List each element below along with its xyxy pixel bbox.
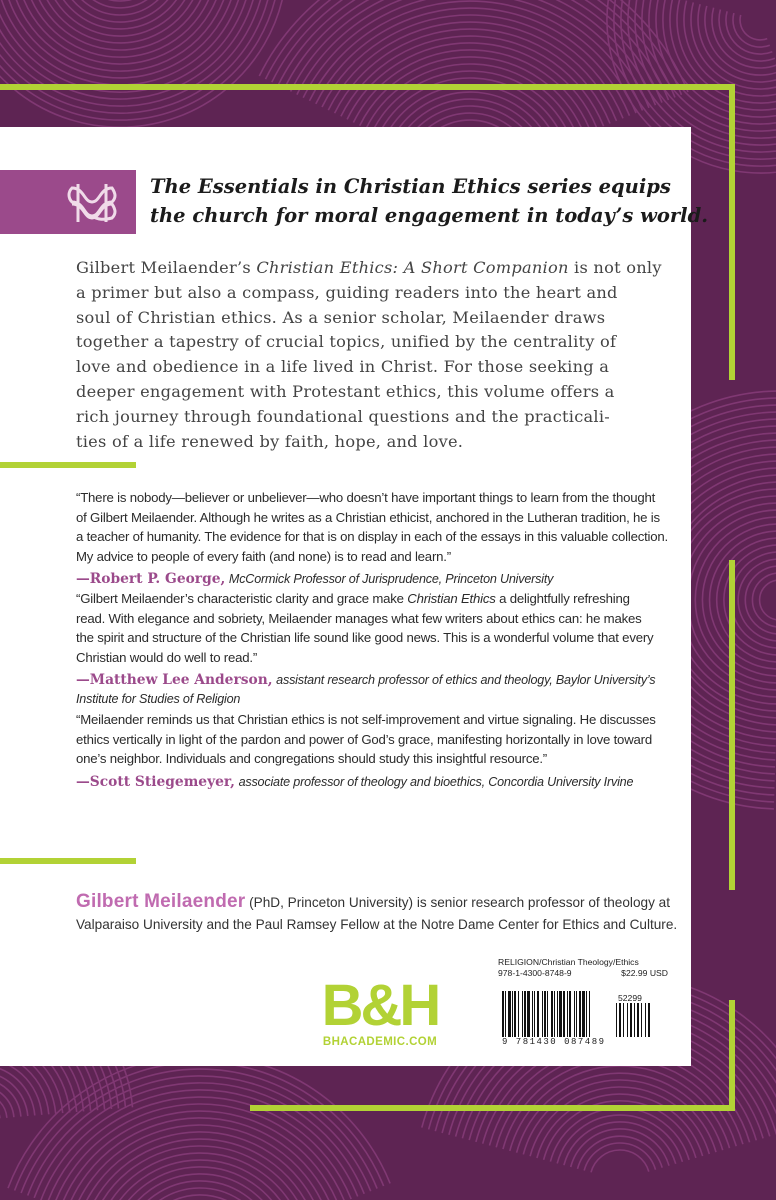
quote-text: “Gilbert Meilaender’s characteristic clarity and grace make	[76, 591, 408, 606]
book-title: Christian Ethics	[407, 591, 496, 606]
price-text: $22.99 USD	[621, 968, 668, 978]
quote-line	[76, 589, 666, 609]
description-line: love and obedience in a life lived in Christ. For those seeking a	[76, 357, 610, 377]
description-line: deeper engagement with Protestant ethics, this volume offers a	[76, 381, 615, 401]
endorsement-attribution	[76, 772, 666, 792]
endorser-name: —Robert P. George,	[76, 571, 226, 588]
endorsement	[76, 488, 669, 589]
price-code: 52299	[618, 993, 642, 1003]
endorsement	[76, 589, 666, 709]
quote-line: My advice to people of every faith (and none) is to read and learn.”	[76, 548, 451, 564]
description-line	[76, 256, 662, 281]
quote-line: “Meilaender reminds us that Christian ethics is not self-improvement and virtue signaling. He discusses	[76, 712, 656, 727]
description-line: ties of a life renewed by faith, hope, and love.	[76, 431, 464, 451]
endorsement-quote	[76, 488, 669, 566]
quote-line: a teacher of humanity. The evidence for that is on display in each of the essays in this valuable collection.	[76, 529, 669, 545]
endorsement-quote	[76, 589, 666, 667]
bio-line: Valparaiso University and the Paul Ramsey Fellow at the Notre Dame Center for Ethics and Culture.	[76, 917, 678, 932]
author-bio	[76, 891, 678, 936]
isbn-text: 978-1-4300-8748-9	[498, 968, 572, 978]
bio-text: (PhD, Princeton University) is senior research professor of theology at	[245, 895, 670, 910]
celtic-knot-icon	[64, 180, 120, 226]
tagline-line: the church for moral engagement in today’s world.	[150, 204, 708, 227]
divider-rule	[0, 462, 136, 468]
barcode-box	[498, 957, 668, 1053]
quote-line: one’s neighbor. Individuals and congregations should study this insightful resource.”	[76, 751, 548, 767]
quote-line: of Gilbert Meilaender. Although he writes as a Christian ethicist, anchored in the Lutheran tradition, he is	[76, 509, 660, 525]
endorser-title: assistant research professor of ethics and theology, Baylor University’s	[276, 673, 656, 688]
description-line: together a tapestry of crucial topics, unified by the centrality of	[76, 332, 617, 352]
endorser-name: —Matthew Lee Anderson,	[76, 672, 273, 689]
bh-logo-mark: B&H	[321, 973, 439, 1038]
series-tagline	[150, 172, 708, 230]
quote-line: the spirit and structure of the Christian life sound like good news. This is a wonderful volume that every	[76, 630, 654, 646]
endorser-title: McCormick Professor of Jurisprudence, Princeton University	[228, 572, 554, 587]
endorser-name: —Scott Stiegemeyer,	[76, 773, 235, 790]
quote-line: Christian would do well to read.”	[76, 649, 258, 665]
quote-line: “There is nobody—believer or unbeliever—who doesn’t have important things to learn from the thought	[76, 490, 656, 505]
tagline-line: The Essentials in Christian Ethics series equips	[150, 175, 671, 198]
author-name: Gilbert Meilaender	[76, 891, 246, 912]
description-line: a primer but also a compass, guiding readers into the heart and	[76, 282, 618, 302]
book-title: Christian Ethics: A Short Companion	[256, 258, 569, 277]
description-line: soul of Christian ethics. As a senior scholar, Meilaender draws	[76, 307, 606, 327]
endorsement-attribution	[76, 670, 666, 709]
quote-line: read. With elegance and sobriety, Meilaender manages what few writers about ethics can: he makes	[76, 610, 642, 626]
book-description	[76, 256, 662, 454]
endorser-title: Institute for Studies of Religion	[76, 692, 241, 707]
divider-rule	[0, 858, 136, 864]
bisac-category: RELIGION/Christian Theology/Ethics	[498, 957, 639, 967]
endorser-title: associate professor of theology and bioethics, Concordia University Irvine	[238, 774, 634, 789]
endorsement-quote	[76, 710, 666, 769]
description-text: is not only	[568, 258, 662, 277]
bio-line	[76, 891, 668, 914]
quote-text: a delightfully refreshing	[495, 591, 630, 606]
endorsement	[76, 710, 666, 792]
barcode-digits: 9 781430 087489	[502, 1037, 606, 1047]
publisher-logo	[305, 973, 455, 1048]
publisher-url: BHACADEMIC.COM	[322, 1036, 438, 1048]
endorsement-attribution	[76, 569, 666, 589]
description-text: Gilbert Meilaender’s	[76, 258, 257, 277]
description-line: rich journey through foundational questions and the practicali-	[76, 406, 610, 426]
quote-line: ethics vertically in light of the pardon and power of God’s grace, manifesting horizontally in love toward	[76, 731, 652, 747]
